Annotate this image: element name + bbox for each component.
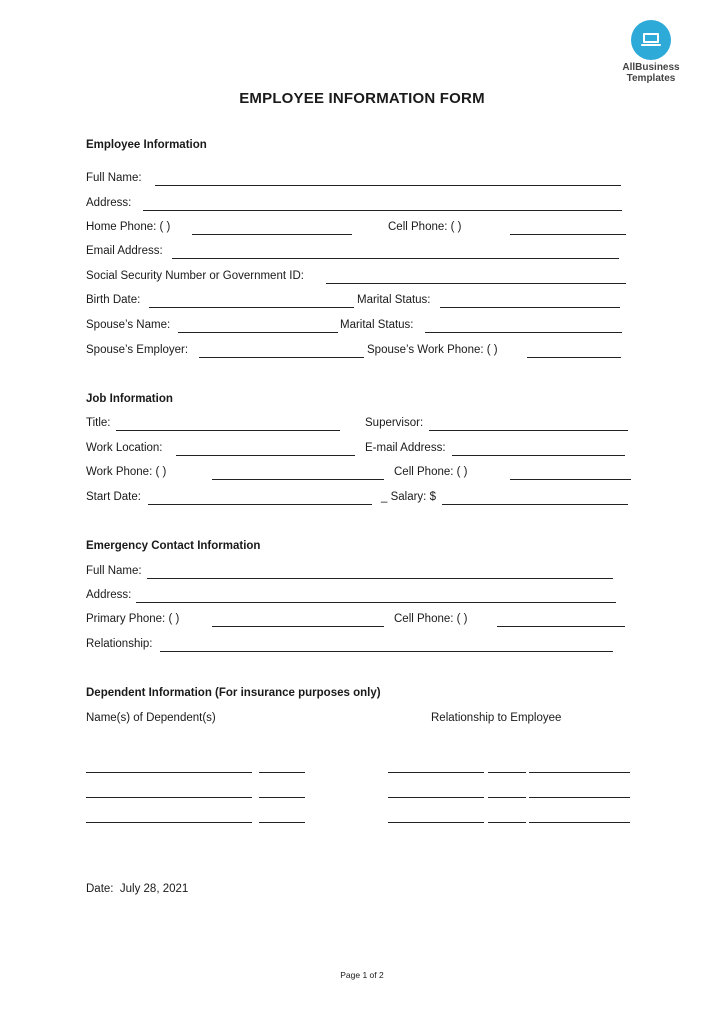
label-relationship: Relationship: xyxy=(86,638,153,650)
date-label: Date: xyxy=(86,883,114,895)
field-start-date[interactable] xyxy=(148,504,372,505)
label-ssn: Social Security Number or Government ID: xyxy=(86,270,304,282)
field-work-phone[interactable] xyxy=(212,479,384,480)
label-emergency-address: Address: xyxy=(86,589,132,601)
field-dependent-name-extra[interactable] xyxy=(259,822,305,823)
field-spouse-name[interactable] xyxy=(178,332,338,333)
label-spouse-name: Spouse’s Name: xyxy=(86,319,171,331)
section-heading-job: Job Information xyxy=(86,393,173,405)
label-salary: _ Salary: $ xyxy=(381,491,436,503)
field-dependent-name-extra[interactable] xyxy=(259,772,305,773)
field-dependent-relationship-extra[interactable] xyxy=(529,797,630,798)
field-dependent-name[interactable] xyxy=(86,772,252,773)
field-dependent-relationship[interactable] xyxy=(388,822,484,823)
label-primary-phone: Primary Phone: ( ) xyxy=(86,613,180,625)
label-work-location: Work Location: xyxy=(86,442,163,454)
label-cell-phone: Cell Phone: ( ) xyxy=(388,221,462,233)
form-title: EMPLOYEE INFORMATION FORM xyxy=(239,90,485,107)
label-full-name: Full Name: xyxy=(86,172,142,184)
field-birth-date[interactable] xyxy=(149,307,354,308)
field-emergency-cell-phone[interactable] xyxy=(497,626,625,627)
label-work-phone: Work Phone: ( ) xyxy=(86,466,167,478)
date-line xyxy=(86,883,188,895)
label-job-email: E-mail Address: xyxy=(365,442,446,454)
label-home-phone: Home Phone: ( ) xyxy=(86,221,171,233)
field-emergency-address[interactable] xyxy=(136,602,616,603)
section-heading-employee: Employee Information xyxy=(86,139,207,151)
field-ssn[interactable] xyxy=(326,283,626,284)
field-full-name[interactable] xyxy=(155,185,621,186)
label-marital-status: Marital Status: xyxy=(357,294,431,306)
label-birth-date: Birth Date: xyxy=(86,294,141,306)
label-email: Email Address: xyxy=(86,245,163,257)
label-emergency-cell-phone: Cell Phone: ( ) xyxy=(394,613,468,625)
laptop-icon xyxy=(631,20,671,60)
field-spouse-employer[interactable] xyxy=(199,357,364,358)
field-job-email[interactable] xyxy=(452,455,625,456)
field-relationship[interactable] xyxy=(160,651,613,652)
field-marital-status[interactable] xyxy=(440,307,620,308)
label-emergency-full-name: Full Name: xyxy=(86,565,142,577)
field-dependent-relationship[interactable] xyxy=(388,797,484,798)
field-home-phone[interactable] xyxy=(192,234,352,235)
field-salary[interactable] xyxy=(442,504,628,505)
label-spouse-work-phone: Spouse’s Work Phone: ( ) xyxy=(367,344,498,356)
company-logo xyxy=(618,20,684,84)
field-dependent-name-extra[interactable] xyxy=(259,797,305,798)
field-dependent-relationship-mid[interactable] xyxy=(488,822,526,823)
label-supervisor: Supervisor: xyxy=(365,417,424,429)
field-address[interactable] xyxy=(143,210,622,211)
dependent-relationship-header: Relationship to Employee xyxy=(431,712,562,724)
logo-text: AllBusiness Templates xyxy=(622,62,680,84)
field-email[interactable] xyxy=(172,258,619,259)
page-number: Page 1 of 2 xyxy=(340,970,384,980)
label-address: Address: xyxy=(86,197,132,209)
field-job-title[interactable] xyxy=(116,430,340,431)
date-value: July 28, 2021 xyxy=(119,883,189,895)
field-spouse-marital-status[interactable] xyxy=(425,332,622,333)
field-dependent-relationship-mid[interactable] xyxy=(488,772,526,773)
field-job-cell-phone[interactable] xyxy=(510,479,631,480)
field-spouse-work-phone[interactable] xyxy=(527,357,621,358)
field-work-location[interactable] xyxy=(176,455,355,456)
dependent-names-header: Name(s) of Dependent(s) xyxy=(86,712,216,724)
label-spouse-employer: Spouse’s Employer: xyxy=(86,344,189,356)
section-heading-emergency: Emergency Contact Information xyxy=(86,540,261,552)
field-dependent-relationship-extra[interactable] xyxy=(529,772,630,773)
field-supervisor[interactable] xyxy=(429,430,628,431)
section-heading-dependent: Dependent Information (For insurance purposes only) xyxy=(86,687,381,699)
field-emergency-full-name[interactable] xyxy=(147,578,613,579)
field-dependent-name[interactable] xyxy=(86,822,252,823)
field-cell-phone[interactable] xyxy=(510,234,626,235)
field-dependent-relationship-extra[interactable] xyxy=(529,822,630,823)
label-job-title: Title: xyxy=(86,417,111,429)
field-dependent-relationship-mid[interactable] xyxy=(488,797,526,798)
field-dependent-name[interactable] xyxy=(86,797,252,798)
label-job-cell-phone: Cell Phone: ( ) xyxy=(394,466,468,478)
label-spouse-marital-status: Marital Status: xyxy=(340,319,414,331)
field-dependent-relationship[interactable] xyxy=(388,772,484,773)
label-start-date: Start Date: xyxy=(86,491,141,503)
field-primary-phone[interactable] xyxy=(212,626,384,627)
